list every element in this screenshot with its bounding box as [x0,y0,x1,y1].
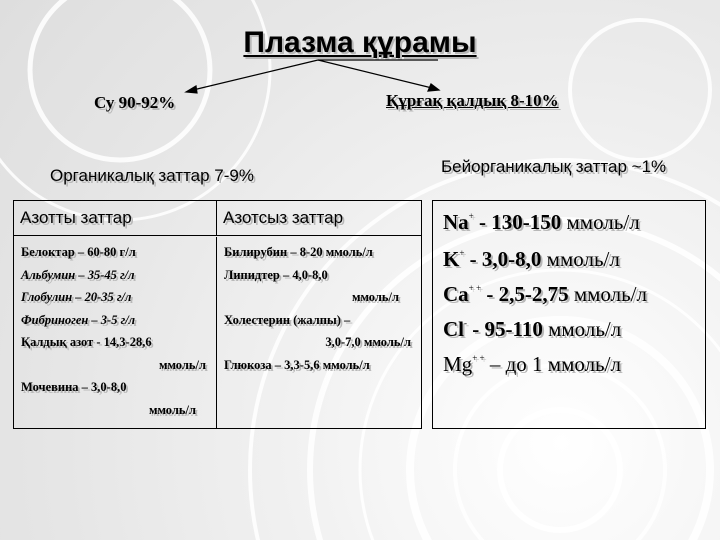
ion-symbol: K [443,247,460,271]
ion-row [443,247,620,272]
residual-nitrogen-unit: ммоль/л [158,357,206,372]
non-nitrogenous-column [217,237,421,428]
urea-row: Мочевина – 3,0-8,0 [21,380,127,394]
residual-nitrogen-row: Қалдық азот - 14,3-28,6 [21,335,152,349]
ion-charge: - [464,318,467,328]
ion-value: - 2,5-2,75 [481,282,569,306]
glucose-row: Глюкоза – 3,3-5,6 ммоль/л [224,357,370,372]
water-content: Су 90-92% [94,93,176,112]
ion-unit: ммоль/л [568,282,647,306]
ion-charge: + [468,211,474,221]
nitrogenous-column [14,237,217,428]
ion-value: – до 1 ммоль/л [484,352,621,376]
non-nitrogenous-header: Азотсыз заттар [217,201,421,236]
ion-unit: ммоль/л [561,210,640,234]
ion-row [443,317,621,342]
ion-value: - 3,0-8,0 [464,247,542,271]
ion-charge: + + [468,283,482,293]
ion-symbol: Na [443,210,469,234]
ion-row [443,352,621,377]
ion-symbol: Ca [443,282,469,306]
fibrinogen-row: Фибриноген – 3-5 г/л [21,312,136,327]
inorganic-substances: Бейорганикалық заттар ~1% [441,157,667,176]
nitrogenous-header: Азотты заттар [14,201,217,236]
ion-value: - 95-110 [467,317,543,341]
albumin-row: Альбумин – 35-45 г/л [21,267,135,282]
urea-unit: ммоль/л [148,402,196,417]
bilirubin-row: Билирубин – 8-20 ммоль/л [224,245,373,259]
dry-residue: Құрғақ қалдық 8-10% [386,91,559,110]
organic-table [13,200,422,429]
cholesterol-value: 3,0-7,0 ммоль/л [325,335,411,349]
lipids-unit: ммоль/л [351,290,399,304]
proteins-row: Белоктар – 60-80 г/л [21,245,136,259]
ion-charge: + + [472,353,485,363]
organic-substances: Органикалық заттар 7-9% [50,166,254,185]
page-title: Плазма құрамы [243,26,477,59]
lipids-row: Липидтер – 4,0-8,0 [224,267,328,282]
ion-symbol: Mg [443,352,473,376]
ion-row [443,282,647,307]
ion-charge: + [459,248,465,258]
cholesterol-row: Холестерин (жалпы) – [224,312,351,327]
ion-row [443,210,640,235]
ion-unit: ммоль/л [541,247,620,271]
ion-unit: ммоль/л [542,317,622,341]
globulin-row: Глобулин – 20-35 г/л [21,290,132,304]
inorganic-ions-box [432,200,706,429]
ion-value: - 130-150 [473,210,562,234]
ion-symbol: Cl [443,317,464,341]
